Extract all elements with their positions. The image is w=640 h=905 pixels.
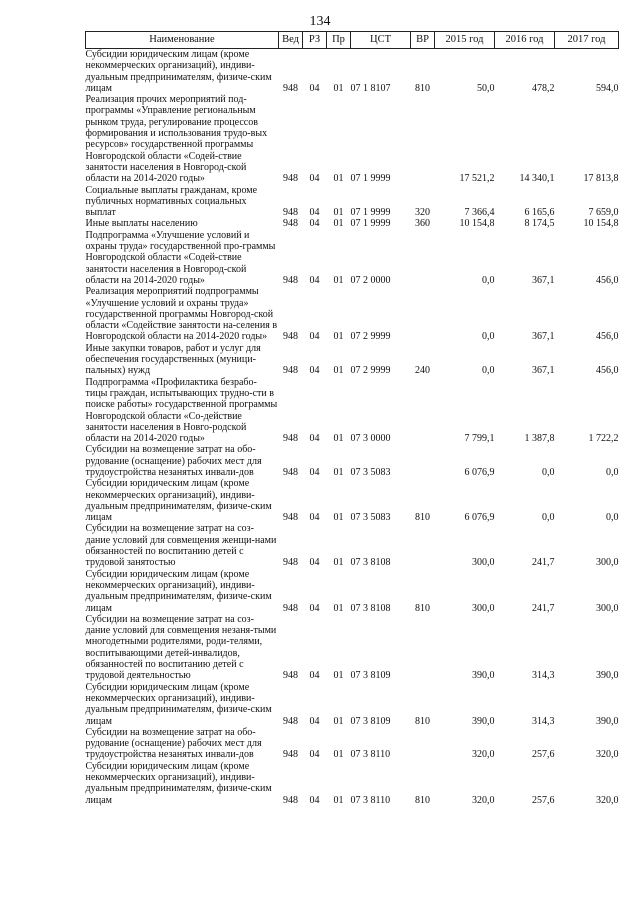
cell-name: Субсидии юридическим лицам (кроме некоммерческих организаций), индиви-дуальным предпринимателям, физиче-ским лицам (85, 478, 272, 524)
cell-2017: 594,0 (596, 82, 619, 94)
cell-name: Реализация прочих мероприятий под-программы «Управление региональным рынком труда, регулирование процессов формирования и использования трудо-вых ресурсов» государственной программы Новгородской области «Содей-ствие занятости населения в Новгород-ской области на 2014-2020 годы» (85, 94, 268, 185)
cell-ved: 948 (283, 602, 298, 614)
cell-ved: 948 (283, 715, 298, 727)
cell-ved: 948 (283, 82, 298, 94)
cell-cst: 07 2 9999 (350, 331, 391, 343)
cell-cst: 07 2 9999 (350, 365, 391, 377)
cell-rz: 04 (309, 602, 320, 614)
cell-name: Подпрограмма «Улучшение условий и охраны труда» государственной про-граммы Новгородской области «Содей-ствие занятости населения в Новгород-ской области на 2014-2020 годы» (85, 229, 276, 286)
cell-cst: 07 3 0000 (350, 433, 391, 445)
table-body (86, 49, 619, 806)
cell-2016: 14 340,1 (519, 173, 555, 185)
col-header-cst: ЦСТ (351, 32, 411, 49)
cell-2015: 300,0 (472, 557, 495, 569)
cell-vr (411, 377, 435, 445)
cell-name: Иные выплаты населению (85, 218, 198, 230)
cell-2017: 320,0 (596, 794, 619, 806)
cell-cst: 07 3 8109 (350, 715, 391, 727)
cell-2016: 241,7 (532, 557, 555, 569)
table-row (86, 614, 619, 682)
cell-vr: 810 (415, 715, 430, 727)
table-row (86, 444, 619, 478)
cell-ved: 948 (283, 173, 298, 185)
col-header-2016: 2016 год (495, 32, 555, 49)
cell-ved: 948 (283, 670, 298, 682)
cell-2017: 456,0 (596, 365, 619, 377)
cell-cst: 07 3 8109 (350, 670, 391, 682)
cell-vr: 360 (415, 218, 430, 230)
table-row (86, 727, 619, 761)
col-header-2017: 2017 год (555, 32, 619, 49)
cell-name: Реализация мероприятий подпрограммы «Улучшение условий и охраны труда» государственной программы Новгород-ской области «Содействие занятости на-селения в Новгородской области на 2014-2020 годы» (85, 286, 278, 343)
table-row (86, 49, 619, 95)
cell-pr: 01 (333, 173, 344, 185)
cell-pr: 01 (333, 365, 344, 377)
cell-rz: 04 (309, 749, 320, 761)
cell-2015: 7 366,4 (464, 207, 495, 219)
cell-ved: 948 (283, 274, 298, 286)
cell-pr: 01 (333, 512, 344, 524)
cell-2015: 390,0 (472, 670, 495, 682)
col-header-vr: ВР (411, 32, 435, 49)
cell-2017: 456,0 (596, 331, 619, 343)
cell-cst: 07 3 8110 (350, 749, 391, 761)
cell-2017: 10 154,8 (583, 218, 619, 230)
cell-name: Социальные выплаты гражданам, кроме публичных нормативных социальных выплат (85, 184, 258, 219)
cell-ved: 948 (283, 218, 298, 230)
table-row (86, 761, 619, 806)
cell-pr: 01 (333, 557, 344, 569)
cell-name: Субсидии юридическим лицам (кроме некоммерческих организаций), индиви-дуальным предпринимателям, физиче-ским лицам (85, 49, 272, 94)
cell-2016: 257,6 (532, 794, 555, 806)
cell-2016: 478,2 (532, 82, 555, 94)
cell-2016: 6 165,6 (524, 207, 555, 219)
cell-2016: 257,6 (532, 749, 555, 761)
budget-table (85, 31, 619, 806)
cell-2017: 0,0 (606, 466, 619, 478)
page-number: 134 (309, 14, 331, 29)
cell-cst: 07 1 8107 (350, 82, 391, 94)
cell-2015: 6 076,9 (464, 512, 495, 524)
cell-2015: 10 154,8 (459, 218, 495, 230)
cell-2016: 367,1 (532, 274, 555, 286)
cell-rz: 04 (309, 433, 320, 445)
cell-pr: 01 (333, 670, 344, 682)
cell-2015: 0,0 (482, 274, 495, 286)
cell-vr (411, 444, 435, 478)
cell-ved: 948 (283, 557, 298, 569)
cell-name: Субсидии на возмещение затрат на обо-рудование (оснащение) рабочих мест для трудоустройства незанятых инвали-дов (85, 726, 262, 761)
cell-pr: 01 (333, 218, 344, 230)
cell-2015: 7 799,1 (464, 433, 495, 445)
cell-pr: 01 (333, 466, 344, 478)
cell-2015: 320,0 (472, 794, 495, 806)
table-row (86, 185, 619, 219)
col-header-pr: Пр (327, 32, 351, 49)
table-row (86, 682, 619, 727)
cell-cst: 07 1 9999 (350, 207, 391, 219)
cell-vr (411, 614, 435, 682)
cell-2015: 300,0 (472, 602, 495, 614)
cell-vr (411, 286, 435, 342)
cell-2017: 0,0 (606, 512, 619, 524)
cell-pr: 01 (333, 794, 344, 806)
cell-pr: 01 (333, 749, 344, 761)
cell-2015: 17 521,2 (459, 173, 495, 185)
cell-rz: 04 (309, 715, 320, 727)
cell-2016: 314,3 (532, 715, 555, 727)
cell-name: Подпрограмма «Профилактика безрабо-тицы граждан, испытывающих трудно-сти в поиске работы» государственной программы Новгородской области «Со-действие занятости населения в Новго-родской области на 2014-2020 годы» (85, 376, 278, 445)
table-row (86, 218, 619, 229)
cell-cst: 07 3 5083 (350, 512, 391, 524)
cell-pr: 01 (333, 331, 344, 343)
cell-vr: 320 (415, 207, 430, 219)
cell-cst: 07 2 0000 (350, 274, 391, 286)
cell-2016: 241,7 (532, 602, 555, 614)
cell-rz: 04 (309, 670, 320, 682)
cell-2016: 0,0 (542, 512, 555, 524)
cell-rz: 04 (309, 207, 320, 219)
cell-vr (411, 230, 435, 286)
cell-name: Субсидии на возмещение затрат на соз-дание условий для совмещения незаня-тыми многодетными родителями, роди-телями, воспитывающими детей-инвалидов, обязанностей по воспитанию детей с трудовой деятельностью (85, 613, 277, 682)
cell-cst: 07 1 9999 (350, 218, 391, 230)
col-header-2015: 2015 год (435, 32, 495, 49)
cell-2015: 390,0 (472, 715, 495, 727)
table-row (86, 230, 619, 286)
cell-ved: 948 (283, 331, 298, 343)
cell-ved: 948 (283, 466, 298, 478)
cell-2015: 0,0 (482, 331, 495, 343)
cell-2017: 320,0 (596, 749, 619, 761)
cell-vr: 240 (415, 365, 430, 377)
table-row (86, 343, 619, 377)
cell-cst: 07 3 5083 (350, 466, 391, 478)
cell-2017: 390,0 (596, 715, 619, 727)
cell-rz: 04 (309, 331, 320, 343)
table-header-row (86, 32, 619, 49)
cell-pr: 01 (333, 433, 344, 445)
cell-rz: 04 (309, 557, 320, 569)
cell-cst: 07 1 9999 (350, 173, 391, 185)
cell-rz: 04 (309, 274, 320, 286)
cell-pr: 01 (333, 82, 344, 94)
cell-name: Субсидии на возмещение затрат на соз-дание условий для совмещения женщи-нами обязанностей по воспитанию детей с трудовой занятостью (85, 523, 277, 569)
table-row (86, 377, 619, 445)
cell-vr: 810 (415, 512, 430, 524)
cell-rz: 04 (309, 512, 320, 524)
col-header-ved: Вед (279, 32, 303, 49)
cell-pr: 01 (333, 207, 344, 219)
cell-2016: 367,1 (532, 365, 555, 377)
cell-2016: 0,0 (542, 466, 555, 478)
cell-2017: 456,0 (596, 274, 619, 286)
cell-rz: 04 (309, 794, 320, 806)
cell-2016: 8 174,5 (524, 218, 555, 230)
cell-cst: 07 3 8108 (350, 557, 391, 569)
cell-rz: 04 (309, 365, 320, 377)
cell-cst: 07 3 8108 (350, 602, 391, 614)
cell-2015: 0,0 (482, 365, 495, 377)
cell-vr: 810 (415, 794, 430, 806)
cell-pr: 01 (333, 274, 344, 286)
cell-2017: 7 659,0 (588, 207, 619, 219)
cell-vr (411, 523, 435, 568)
cell-2017: 1 722,2 (588, 433, 619, 445)
cell-2016: 314,3 (532, 670, 555, 682)
cell-2016: 367,1 (532, 331, 555, 343)
cell-rz: 04 (309, 173, 320, 185)
cell-vr (411, 94, 435, 184)
table-row (86, 286, 619, 342)
cell-2015: 6 076,9 (464, 466, 495, 478)
cell-cst: 07 3 8110 (350, 794, 391, 806)
col-header-name: Наименование (86, 32, 279, 49)
cell-name: Субсидии юридическим лицам (кроме некоммерческих организаций), индиви-дуальным предпринимателям, физиче-ским лицам (85, 681, 272, 727)
cell-2017: 300,0 (596, 557, 619, 569)
cell-vr (411, 727, 435, 761)
cell-vr: 810 (415, 602, 430, 614)
cell-name: Субсидии юридическим лицам (кроме некоммерческих организаций), индиви-дуальным предпринимателям, физиче-ским лицам (85, 760, 272, 806)
cell-rz: 04 (309, 466, 320, 478)
cell-2017: 17 813,8 (583, 173, 619, 185)
cell-2015: 320,0 (472, 749, 495, 761)
table-row (86, 569, 619, 614)
cell-ved: 948 (283, 749, 298, 761)
cell-ved: 948 (283, 207, 298, 219)
cell-rz: 04 (309, 218, 320, 230)
table-row (86, 94, 619, 184)
cell-rz: 04 (309, 82, 320, 94)
cell-2017: 390,0 (596, 670, 619, 682)
cell-pr: 01 (333, 715, 344, 727)
col-header-rz: РЗ (303, 32, 327, 49)
table-row (86, 523, 619, 568)
cell-vr: 810 (415, 82, 430, 94)
cell-2017: 300,0 (596, 602, 619, 614)
cell-ved: 948 (283, 794, 298, 806)
cell-2016: 1 387,8 (524, 433, 555, 445)
cell-ved: 948 (283, 365, 298, 377)
cell-ved: 948 (283, 512, 298, 524)
cell-name: Субсидии юридическим лицам (кроме некоммерческих организаций), индиви-дуальным предпринимателям, физиче-ским лицам (85, 568, 272, 614)
cell-2015: 50,0 (477, 82, 495, 94)
cell-pr: 01 (333, 602, 344, 614)
cell-name: Иные закупки товаров, работ и услуг для обеспечения государственных (муници-пальных) нужд (85, 342, 261, 377)
cell-name: Субсидии на возмещение затрат на обо-рудование (оснащение) рабочих мест для трудоустройства незанятых инвали-дов (85, 444, 262, 478)
table-row (86, 478, 619, 523)
cell-ved: 948 (283, 433, 298, 445)
